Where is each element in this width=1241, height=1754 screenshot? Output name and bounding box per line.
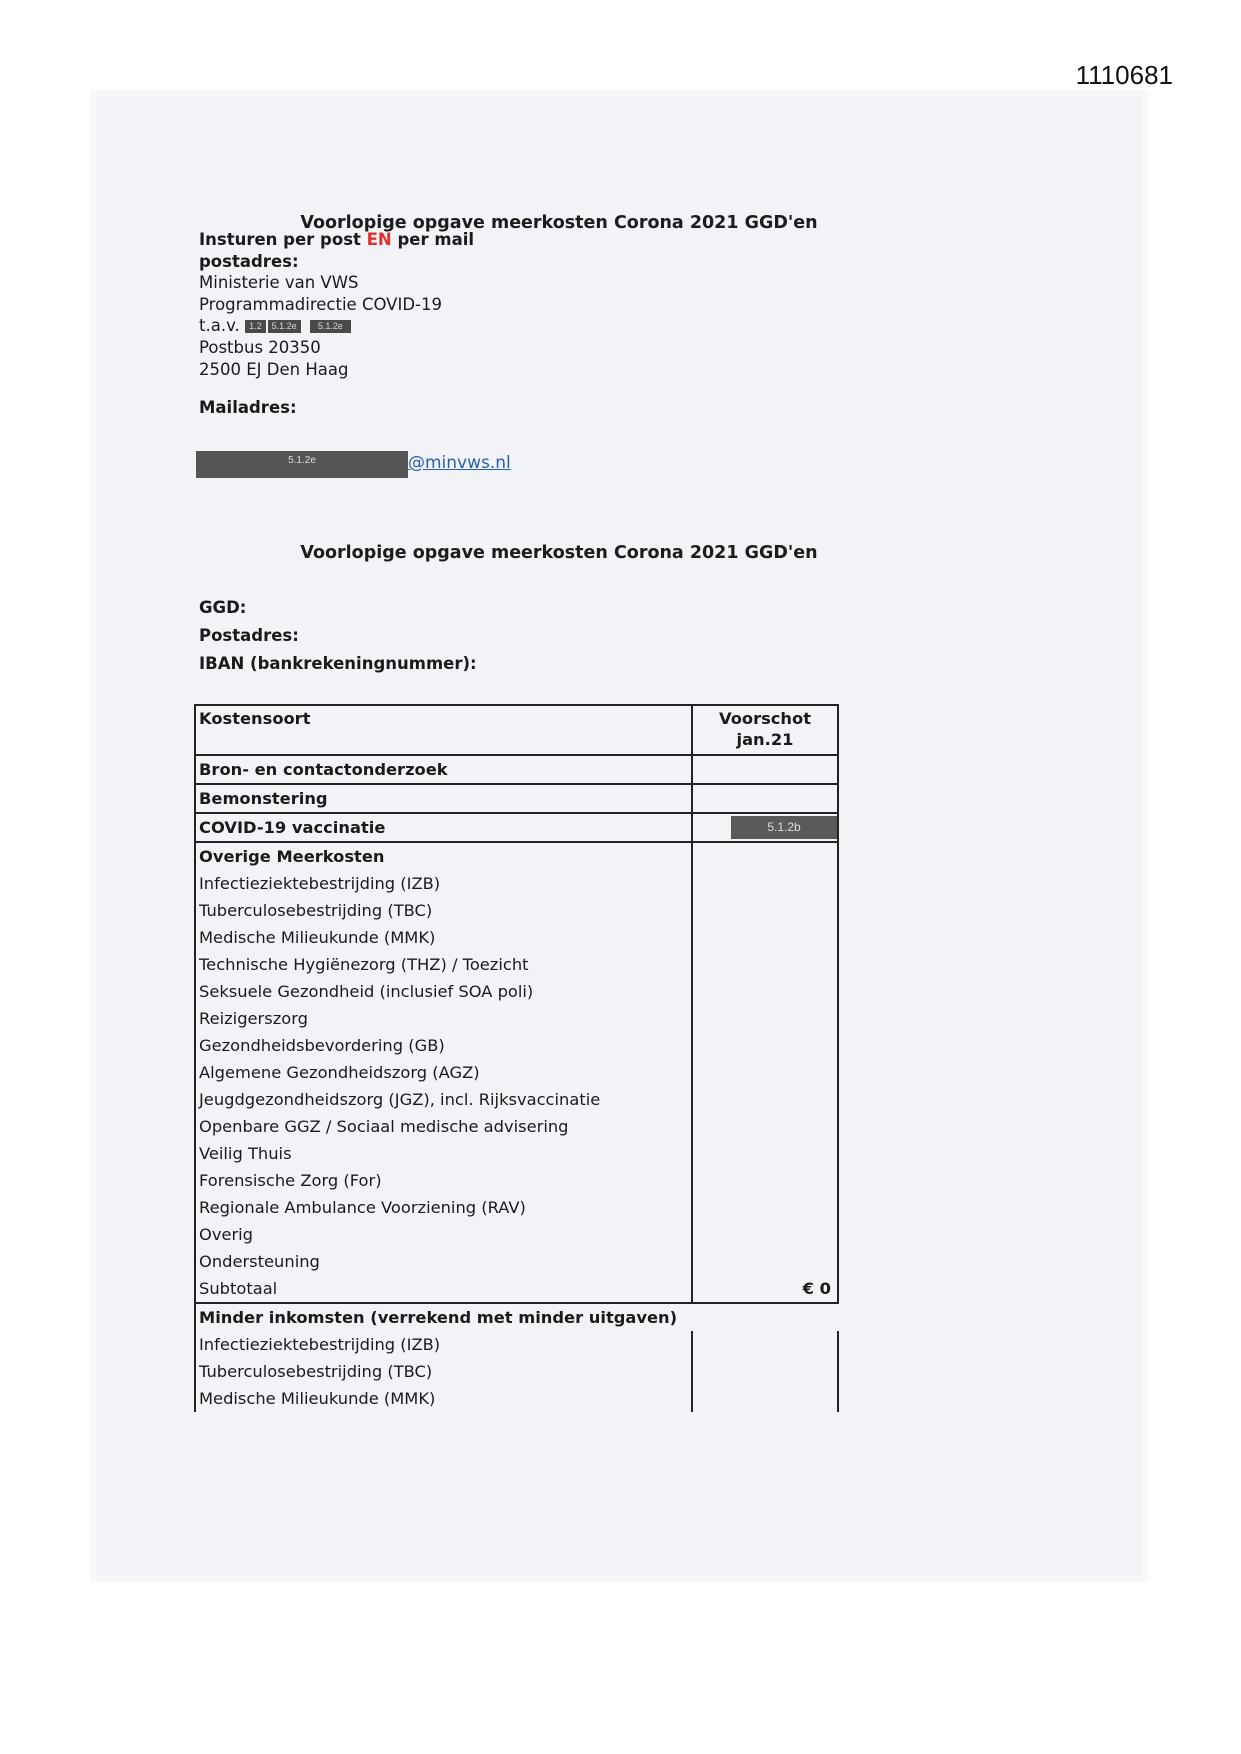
row-label: Overig xyxy=(195,1221,692,1248)
row-label: Infectieziektebestrijding (IZB) xyxy=(195,1331,692,1358)
redaction-mark: 1.2 xyxy=(245,320,266,333)
row-label: Ondersteuning xyxy=(195,1248,692,1275)
ggd-fields xyxy=(199,598,477,682)
table-row xyxy=(195,1032,838,1059)
row-label: Technische Hygiënezorg (THZ) / Toezicht xyxy=(195,951,692,978)
table-row xyxy=(195,813,838,842)
table-row xyxy=(195,1385,838,1412)
tav-line: t.a.v. 1.2 5.1.2e 5.1.2e xyxy=(199,315,474,337)
row-label: Gezondheidsbevordering (GB) xyxy=(195,1032,692,1059)
row-label: Infectieziektebestrijding (IZB) xyxy=(195,870,692,897)
table-row xyxy=(195,1358,838,1385)
mail-label: Mailadres: xyxy=(199,398,297,418)
table-row xyxy=(195,1248,838,1275)
subtotal-row xyxy=(195,1275,838,1303)
table-row xyxy=(195,1167,838,1194)
overige-header: Overige Meerkosten xyxy=(195,842,692,870)
row-label: Algemene Gezondheidszorg (AGZ) xyxy=(195,1059,692,1086)
scanned-page xyxy=(96,96,1142,1576)
table-row xyxy=(195,1005,838,1032)
row-value xyxy=(692,784,838,813)
subtotal-label: Subtotaal xyxy=(195,1275,692,1303)
table-row xyxy=(195,755,838,784)
table-row xyxy=(195,978,838,1005)
row-value xyxy=(692,755,838,784)
table-row xyxy=(195,842,838,870)
send-instruction: Insturen per post EN per mail xyxy=(199,230,475,249)
table-row xyxy=(195,924,838,951)
table-row xyxy=(195,1113,838,1140)
subtotal-value: € 0 xyxy=(692,1275,838,1303)
table-row xyxy=(195,951,838,978)
postadres-label: postadres: xyxy=(199,251,299,271)
table-row xyxy=(195,1059,838,1086)
row-label: Jeugdgezondheidszorg (JGZ), incl. Rijksvaccinatie xyxy=(195,1086,692,1113)
table-row xyxy=(195,1221,838,1248)
row-label: Veilig Thuis xyxy=(195,1140,692,1167)
address-line: Postbus 20350 xyxy=(199,337,321,357)
row-label: Medische Milieukunde (MMK) xyxy=(195,924,692,951)
address-line: 2500 EJ Den Haag xyxy=(199,359,349,379)
column-header-kostensoort: Kostensoort xyxy=(195,705,692,755)
column-header-voorschot: Voorschot jan.21 xyxy=(692,705,838,755)
row-label: Reizigerszorg xyxy=(195,1005,692,1032)
table-row xyxy=(195,784,838,813)
row-value xyxy=(692,813,838,842)
redaction-mark: 5.1.2e xyxy=(268,320,301,333)
row-label: Seksuele Gezondheid (inclusief SOA poli) xyxy=(195,978,692,1005)
row-label: Regionale Ambulance Voorziening (RAV) xyxy=(195,1194,692,1221)
row-label: COVID-19 vaccinatie xyxy=(195,813,692,842)
redaction-mark: 5.1.2e xyxy=(196,451,408,478)
redaction-mark: 5.1.2e xyxy=(310,320,351,333)
row-label: Forensische Zorg (For) xyxy=(195,1167,692,1194)
table-row xyxy=(195,870,838,897)
table-row xyxy=(195,1194,838,1221)
mail-link[interactable]: @minvws.nl xyxy=(408,453,511,473)
row-label: Bron- en contactonderzoek xyxy=(195,755,692,784)
address-line: Programmadirectie COVID-19 xyxy=(199,294,442,314)
table-row xyxy=(195,1303,838,1331)
ggd-label: GGD: xyxy=(199,598,247,617)
address-block xyxy=(199,229,474,419)
row-label: Medische Milieukunde (MMK) xyxy=(195,1385,692,1412)
row-label: Bemonstering xyxy=(195,784,692,813)
table-row xyxy=(195,1140,838,1167)
redaction-mark: 5.1.2b xyxy=(731,816,837,839)
table-row xyxy=(195,897,838,924)
row-label: Openbare GGZ / Sociaal medische advisering xyxy=(195,1113,692,1140)
row-label: Tuberculosebestrijding (TBC) xyxy=(195,1358,692,1385)
table-row xyxy=(195,1331,838,1358)
page-title: Voorlopige opgave meerkosten Corona 2021 GGD'en xyxy=(300,213,818,233)
address-line: Ministerie van VWS xyxy=(199,273,359,293)
table-row xyxy=(195,1086,838,1113)
section-title: Voorlopige opgave meerkosten Corona 2021 GGD'en xyxy=(300,543,818,563)
row-label: Tuberculosebestrijding (TBC) xyxy=(195,897,692,924)
iban-label: IBAN (bankrekeningnummer): xyxy=(199,654,477,673)
document-number: 1110681 xyxy=(1075,60,1173,90)
minder-header: Minder inkomsten (verrekend met minder uitgaven) xyxy=(195,1303,838,1331)
postadres-field-label: Postadres: xyxy=(199,626,299,645)
cost-table xyxy=(194,704,839,1412)
